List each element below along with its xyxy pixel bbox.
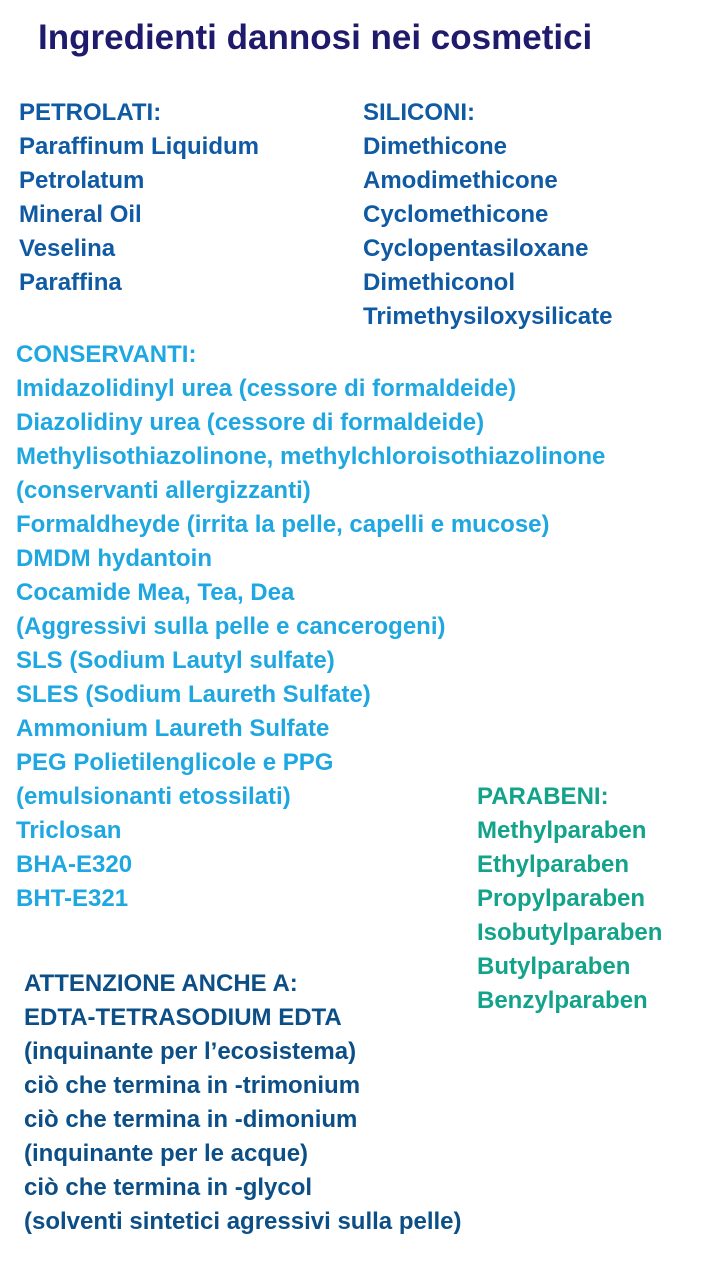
list-item: Ethylparaben — [477, 851, 630, 878]
list-item: SLS (Sodium Lautyl sulfate) — [16, 647, 335, 674]
list-item: PEG Polietilenglicole e PPG — [16, 749, 334, 776]
list-item: Petrolatum — [19, 167, 145, 194]
section-heading: SILICONI: — [363, 99, 475, 126]
list-item: Cyclomethicone — [363, 201, 549, 228]
parabeni-section — [477, 780, 662, 1018]
list-item: Methylparaben — [477, 817, 647, 844]
section-heading: PETROLATI: — [19, 99, 162, 126]
list-item: Butylparaben — [477, 953, 631, 980]
list-item: Benzylparaben — [477, 987, 648, 1014]
list-item: (solventi sintetici agressivi sulla pelle) — [24, 1208, 462, 1235]
section-heading: ATTENZIONE ANCHE A: — [24, 970, 298, 997]
list-item: Isobutylparaben — [477, 919, 663, 946]
list-item: (inquinante per le acque) — [24, 1140, 309, 1167]
siliconi-section — [363, 96, 612, 334]
list-item: Veselina — [19, 235, 116, 262]
list-item: Cyclopentasiloxane — [363, 235, 589, 262]
list-item: ciò che termina in -dimonium — [24, 1106, 358, 1133]
list-item: DMDM hydantoin — [16, 545, 212, 572]
page-title: Ingredienti dannosi nei cosmetici — [38, 18, 593, 57]
list-item: SLES (Sodium Laureth Sulfate) — [16, 681, 371, 708]
list-item: Imidazolidinyl urea (cessore di formaldeide) — [16, 375, 517, 402]
list-item: (emulsionanti etossilati) — [16, 783, 291, 810]
section-heading: CONSERVANTI: — [16, 341, 197, 368]
list-item: Diazolidiny urea (cessore di formaldeide) — [16, 409, 485, 436]
list-item: Amodimethicone — [363, 167, 558, 194]
list-item: Dimethiconol — [363, 269, 516, 296]
list-item: Paraffina — [19, 269, 122, 296]
section-heading: PARABENI: — [477, 783, 609, 810]
list-item: Cocamide Mea, Tea, Dea — [16, 579, 295, 606]
petrolati-section — [19, 96, 259, 300]
list-item: Mineral Oil — [19, 201, 142, 228]
list-item: EDTA-TETRASODIUM EDTA — [24, 1004, 342, 1031]
list-item: (Aggressivi sulla pelle e cancerogeni) — [16, 613, 446, 640]
list-item: Propylparaben — [477, 885, 646, 912]
list-item: ciò che termina in -glycol — [24, 1174, 313, 1201]
list-item: Methylisothiazolinone, methylchloroisothiazolinone — [16, 443, 606, 470]
list-item: Formaldheyde (irrita la pelle, capelli e mucose) — [16, 511, 550, 538]
attenzione-section — [24, 967, 462, 1239]
list-item: Trimethysiloxysilicate — [363, 303, 613, 330]
list-item: (conservanti allergizzanti) — [16, 477, 311, 504]
list-item: BHT-E321 — [16, 885, 129, 912]
list-item: BHA-E320 — [16, 851, 133, 878]
list-item: Triclosan — [16, 817, 122, 844]
list-item: Dimethicone — [363, 133, 508, 160]
list-item: Paraffinum Liquidum — [19, 133, 259, 160]
list-item: ciò che termina in -trimonium — [24, 1072, 361, 1099]
list-item: Ammonium Laureth Sulfate — [16, 715, 330, 742]
list-item: (inquinante per l’ecosistema) — [24, 1038, 357, 1065]
